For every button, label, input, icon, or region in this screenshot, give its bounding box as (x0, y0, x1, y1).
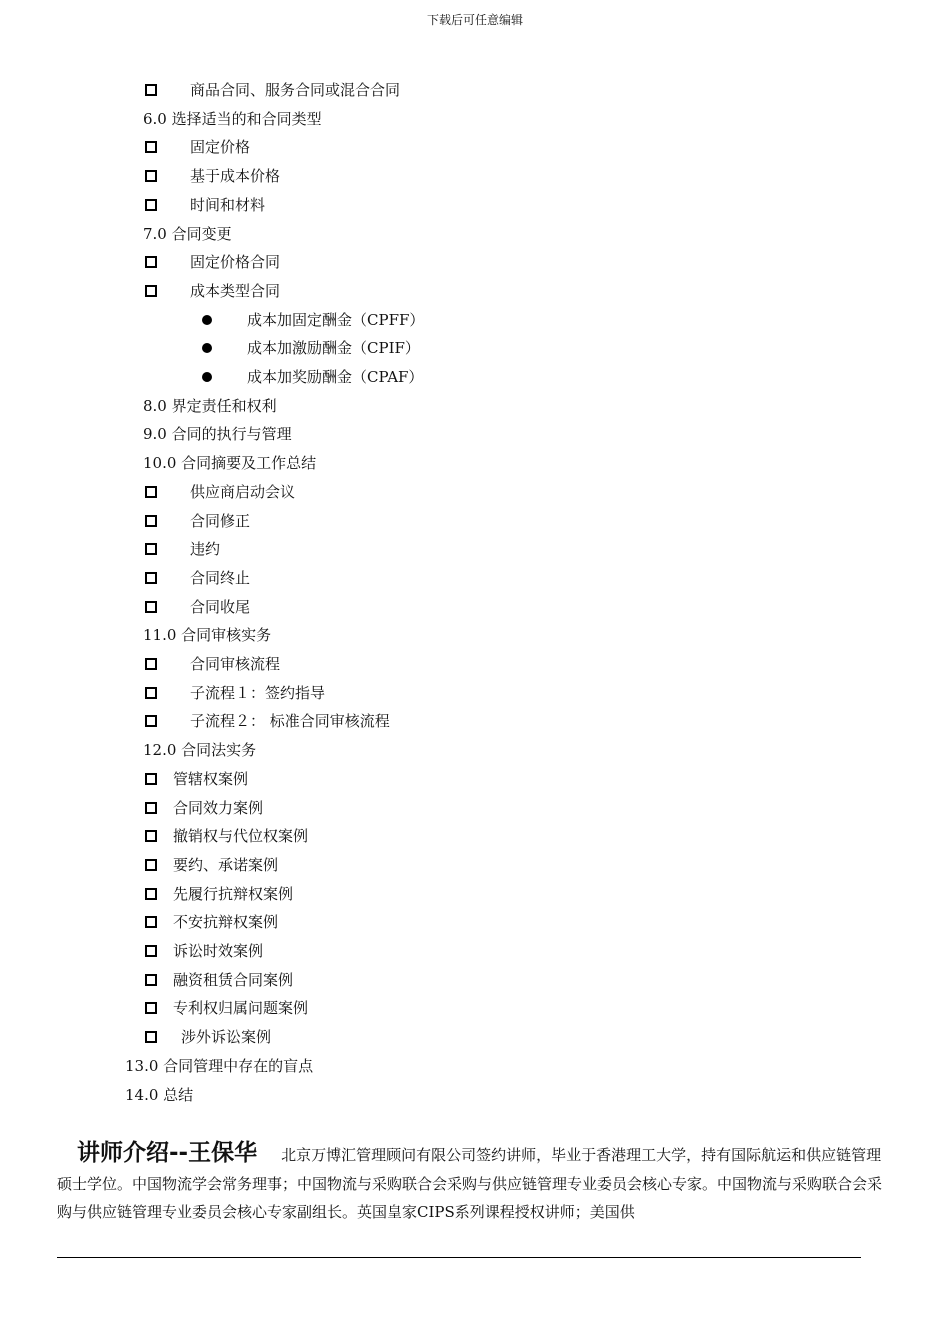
outline-text: 13.0 合同管理中存在的盲点 (125, 1056, 314, 1075)
checkbox-bullet-icon (145, 715, 157, 727)
outline-item (0, 853, 950, 877)
outline-item (0, 336, 950, 360)
checkbox-bullet-icon (145, 285, 157, 297)
checkbox-bullet-icon (145, 84, 157, 96)
outline-item (0, 767, 950, 791)
outline-heading (0, 1083, 950, 1107)
page-header: 下载后可任意编辑 (426, 13, 523, 27)
outline-text: 违约 (190, 540, 221, 559)
outline-text: 7.0 合同变更 (143, 224, 232, 243)
checkbox-bullet-icon (145, 170, 157, 182)
outline-text: 12.0 合同法实务 (143, 741, 257, 760)
outline-text: 11.0 合同审核实务 (143, 626, 272, 645)
outline-text: 合同审核流程 (190, 655, 281, 673)
outline-text: 子流程２： 标准合同审核流程 (190, 712, 390, 731)
outline-item (0, 164, 950, 188)
checkbox-bullet-icon (145, 572, 157, 584)
outline-item (0, 595, 950, 619)
checkbox-bullet-icon (145, 486, 157, 498)
outline-text: 10.0 合同摘要及工作总结 (143, 454, 317, 473)
outline-heading (0, 451, 950, 475)
outline-text: 合同修正 (190, 511, 251, 530)
checkbox-bullet-icon (145, 1031, 157, 1043)
outline-text: 成本加奖励酬金（CPAF） (247, 368, 424, 386)
outline-heading (0, 623, 950, 647)
outline-item (0, 566, 950, 590)
outline-heading (0, 422, 950, 446)
outline-text: 先履行抗辩权案例 (173, 884, 294, 903)
outline-heading (0, 738, 950, 762)
outline-text: 合同效力案例 (173, 798, 264, 817)
checkbox-bullet-icon (145, 601, 157, 613)
outline-text: 撤销权与代位权案例 (173, 827, 309, 846)
dot-bullet-icon (202, 343, 212, 353)
outline-heading (0, 107, 950, 131)
outline-item (0, 882, 950, 906)
outline-item (0, 652, 950, 676)
outline-item (0, 796, 950, 820)
outline-item (0, 824, 950, 848)
outline-item (0, 365, 950, 389)
outline-item (0, 709, 950, 733)
outline-text: 合同收尾 (190, 597, 251, 616)
instructor-intro (57, 1139, 893, 1227)
checkbox-bullet-icon (145, 141, 157, 153)
outline-item (0, 78, 950, 102)
checkbox-bullet-icon (145, 888, 157, 900)
checkbox-bullet-icon (145, 543, 157, 555)
outline-item (0, 968, 950, 992)
outline-heading (0, 222, 950, 246)
outline-text: 成本加激励酬金（CPIF） (247, 339, 420, 358)
footer-divider (57, 1257, 861, 1258)
checkbox-bullet-icon (145, 687, 157, 699)
instructor-bio: 北京万博汇管理顾问有限公司签约讲师，毕业于香港理工大学，持有国际航运和供应链管理硕士学位。中国物流学会常务理事；中国物流与采购联合会采购与供应链管理专业委员会核心专家。中国物流与采购联合会采购与供应链管理专业委员会核心专家副组长。英国皇家CIPS系列课程授权讲师；美国供 (57, 1146, 883, 1221)
outline-text: 诉讼时效案例 (173, 942, 264, 960)
outline-text: 管辖权案例 (173, 769, 249, 788)
outline-text: 供应商启动会议 (190, 482, 296, 501)
outline-item (0, 1025, 950, 1049)
checkbox-bullet-icon (145, 1002, 157, 1014)
outline-item (0, 279, 950, 303)
outline-item (0, 939, 950, 963)
outline-heading (0, 394, 950, 418)
instructor-title: 讲师介绍--王保华 (77, 1140, 258, 1166)
outline-text: 固定价格 (190, 138, 251, 157)
checkbox-bullet-icon (145, 974, 157, 986)
outline-item (0, 135, 950, 159)
outline-text: 14.0 总结 (125, 1085, 194, 1104)
checkbox-bullet-icon (145, 945, 157, 957)
outline-item (0, 480, 950, 504)
outline-text: 固定价格合同 (190, 253, 281, 272)
outline-text: 涉外诉讼案例 (181, 1028, 272, 1047)
outline-item (0, 193, 950, 217)
outline-text: 8.0 界定责任和权利 (143, 396, 277, 415)
outline-item (0, 910, 950, 934)
outline-item (0, 681, 950, 705)
checkbox-bullet-icon (145, 916, 157, 928)
outline-item (0, 308, 950, 332)
outline-text: 9.0 合同的执行与管理 (143, 425, 292, 444)
outline-item (0, 509, 950, 533)
checkbox-bullet-icon (145, 802, 157, 814)
outline-item (0, 537, 950, 561)
outline-text: 商品合同、服务合同或混合合同 (190, 81, 401, 99)
dot-bullet-icon (202, 372, 212, 382)
checkbox-bullet-icon (145, 199, 157, 211)
outline-text: 合同终止 (190, 568, 251, 587)
checkbox-bullet-icon (145, 515, 157, 527)
outline-text: 融资租赁合同案例 (173, 970, 294, 989)
checkbox-bullet-icon (145, 773, 157, 785)
outline-text: 时间和材料 (190, 195, 266, 214)
outline-heading (0, 1054, 950, 1078)
outline-text: 成本类型合同 (190, 281, 281, 300)
outline-text: 要约、承诺案例 (173, 855, 279, 874)
outline-text: 成本加固定酬金（CPFF） (247, 310, 425, 329)
outline-text: 专利权归属问题案例 (173, 999, 309, 1018)
checkbox-bullet-icon (145, 830, 157, 842)
outline-text: 不安抗辩权案例 (173, 913, 279, 932)
outline-text: 6.0 选择适当的和合同类型 (143, 109, 322, 128)
dot-bullet-icon (202, 315, 212, 325)
checkbox-bullet-icon (145, 859, 157, 871)
outline-text: 子流程１：签约指导 (190, 683, 326, 702)
outline-item (0, 996, 950, 1020)
checkbox-bullet-icon (145, 658, 157, 670)
outline-text: 基于成本价格 (190, 167, 281, 186)
checkbox-bullet-icon (145, 256, 157, 268)
outline-item (0, 250, 950, 274)
